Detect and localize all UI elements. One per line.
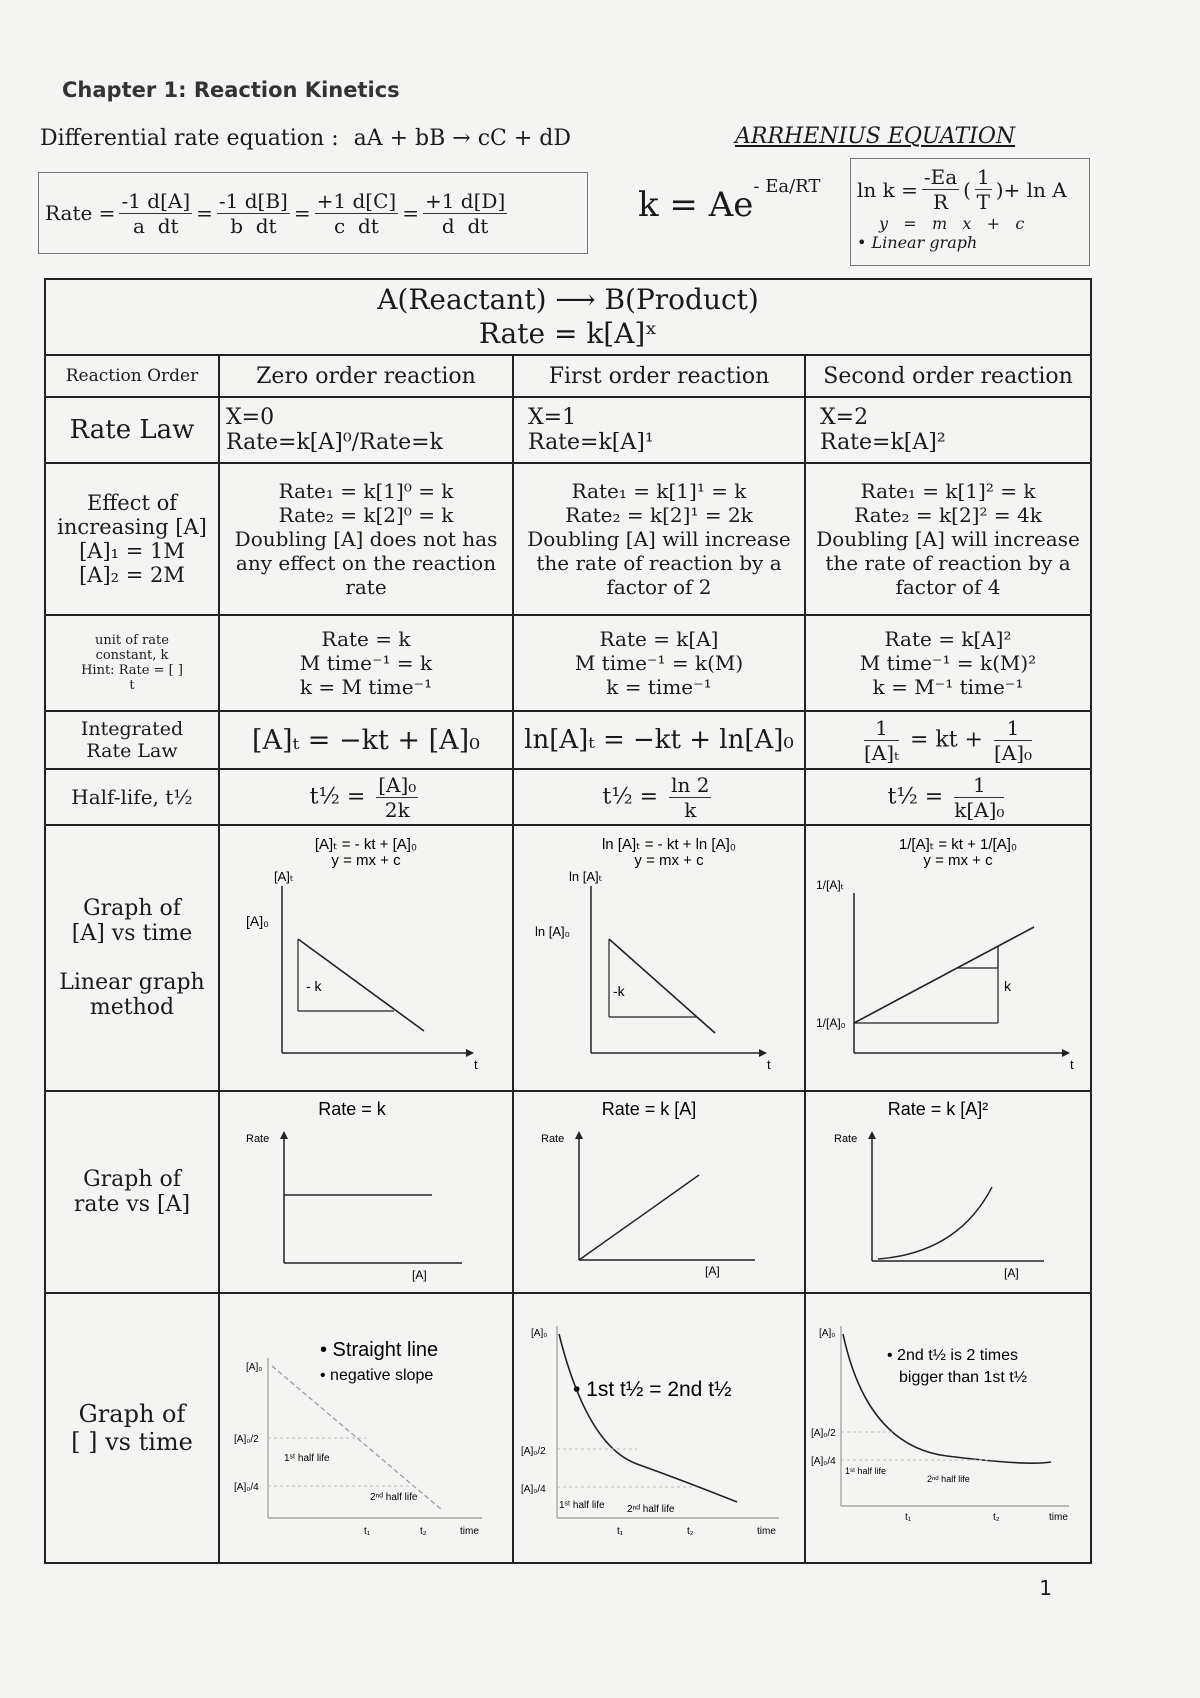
- half-first-xaxis: time: [757, 1526, 776, 1537]
- half-plot-zero: [224, 1296, 508, 1556]
- half-plot-second: [807, 1296, 1091, 1556]
- rate-second-title: Rate = k [A]²: [887, 1099, 989, 1119]
- linear-second-y: y = mx + c: [923, 852, 993, 869]
- linear-first-slope: -k: [613, 983, 625, 999]
- linear-second-xaxis: t: [1070, 1057, 1074, 1072]
- rate-law-first: X=1 Rate=k[A]¹: [513, 397, 805, 463]
- rate-zero-y-arrowhead: [280, 1131, 288, 1139]
- half-second-t1: t₁: [905, 1512, 912, 1523]
- linear-first-eq: ln [A]ₜ = - kt + ln [A]₀: [601, 836, 737, 853]
- rate-second-xaxis: [A]: [1004, 1266, 1019, 1280]
- rate-expression-box: Rate = $\frac{-1 d[A]}{\text{a dt}}$ = $\frac{-1 d[B]}{\text{b dt}}$ = $\frac{+1 d[C]}{\text{c dt}}$ = $\frac{+1 d[D]}{\text{d dt}}$: [38, 172, 588, 254]
- half-second-y2: [A]₀/4: [811, 1456, 836, 1467]
- linear-plot-first: [519, 831, 799, 1081]
- col-first-order: First order reaction: [513, 355, 805, 397]
- integrated-zero: [A]ₜ = −kt + [A]₀: [219, 711, 513, 769]
- rate-graph-second: [805, 1091, 1091, 1293]
- arrhenius-equation: $k = Ae^{- Ea/RT}$: [638, 175, 821, 225]
- half-first-note: • 1st t½ = 2nd t½: [573, 1378, 732, 1401]
- arrhenius-note: • Linear graph: [857, 233, 978, 252]
- half-second-t2: t₂: [993, 1512, 1000, 1523]
- integrated-second: $\frac{1}{\text{[A]ₜ}}$ = kt + $\frac{1}{\text{[A]₀}}$: [805, 711, 1091, 769]
- unit-zero: Rate = k M time⁻¹ = k k = M time⁻¹: [219, 615, 513, 711]
- rate-first-line: [579, 1175, 699, 1260]
- half-zero-h2: 2ⁿᵈ half life: [370, 1492, 418, 1503]
- col-zero-order: Zero order reaction: [219, 355, 513, 397]
- linear-plot-second: [808, 831, 1088, 1081]
- linear-zero-yaxis: [A]ₜ: [274, 869, 294, 884]
- half-zero-y2: [A]₀/4: [234, 1482, 259, 1493]
- row-label-half-graph: Graph of [ ] vs time: [45, 1293, 219, 1563]
- rate-zero-xaxis: [A]: [412, 1268, 427, 1282]
- half-zero-y0: [A]₀: [246, 1362, 263, 1373]
- row-label-unit: unit of rate constant, k Hint: Rate = [ ] t: [45, 615, 219, 711]
- effect-second: Rate₁ = k[1]² = k Rate₂ = k[2]² = 4k Doubling [A] will increase the rate of reaction by a factor of 4: [805, 463, 1091, 615]
- integrated-first: ln[A]ₜ = −kt + ln[A]₀: [513, 711, 805, 769]
- table-header: A(Reactant) ⟶ B(Product) Rate = k[A]ˣ: [45, 279, 1091, 355]
- row-label-half-life: Half-life, t½: [45, 769, 219, 825]
- linear-zero-x-arrowhead: [466, 1049, 474, 1057]
- col-reaction-order: Reaction Order: [45, 355, 219, 397]
- col-second-order: Second order reaction: [805, 355, 1091, 397]
- half-first-curve: [559, 1334, 737, 1502]
- half-life-second: t½ = $\frac{1}{\text{k[A]₀}}$: [805, 769, 1091, 825]
- half-first-t2: t₂: [687, 1526, 694, 1537]
- effect-zero: Rate₁ = k[1]⁰ = k Rate₂ = k[2]⁰ = k Doubling [A] does not has any effect on the reaction rate: [219, 463, 513, 615]
- linear-second-yaxis: 1/[A]ₜ: [816, 878, 845, 892]
- rate-term-d: $\frac{+1 d[D]}{\text{d dt}}$: [424, 188, 506, 238]
- rate-first-y-arrowhead: [575, 1131, 583, 1139]
- half-zero-y1: [A]₀/2: [234, 1434, 259, 1445]
- half-zero-t1: t₁: [364, 1526, 371, 1537]
- arrhenius-y-mx-c: y = m x + c: [879, 214, 1025, 233]
- linear-zero-eq: [A]ₜ = - kt + [A]₀: [314, 836, 418, 853]
- half-zero-h1: 1ˢᵗ half life: [284, 1453, 330, 1464]
- linear-first-line: [609, 939, 715, 1033]
- linear-zero-y0: [A]₀: [246, 913, 269, 929]
- arrhenius-title: ARRHENIUS EQUATION: [735, 124, 1016, 149]
- linear-zero-slope: - k: [306, 978, 322, 994]
- effect-first: Rate₁ = k[1]¹ = k Rate₂ = k[2]¹ = 2k Doubling [A] will increase the rate of reaction by a factor of 2: [513, 463, 805, 615]
- linear-plot-zero: [226, 831, 506, 1081]
- row-label-integrated: Integrated Rate Law: [45, 711, 219, 769]
- half-life-zero: t½ = $\frac{\text{[A]₀}}{2k}$: [219, 769, 513, 825]
- linear-graph-zero: [219, 825, 513, 1091]
- rate-second-yaxis: Rate: [834, 1133, 858, 1145]
- kinetics-table: [44, 278, 1092, 1564]
- half-zero-t2: t₂: [420, 1526, 427, 1537]
- half-graph-zero: [219, 1293, 513, 1563]
- rate-term-a: $\frac{-1 d[A]}{\text{a dt}}$: [121, 188, 191, 238]
- rate-second-y-arrowhead: [868, 1131, 876, 1139]
- rate-graph-first: [513, 1091, 805, 1293]
- rate-plot-second: [808, 1095, 1088, 1285]
- half-first-y1: [A]₀/2: [521, 1446, 546, 1457]
- rate-first-yaxis: Rate: [541, 1133, 565, 1145]
- linear-second-x-arrowhead: [1062, 1049, 1070, 1057]
- general-reaction: aA + bB → cC + dD: [353, 126, 572, 151]
- half-second-h1: 1ˢᵗ half life: [845, 1466, 887, 1476]
- rate-second-curve: [878, 1187, 992, 1259]
- half-graph-second: [805, 1293, 1091, 1563]
- half-first-h2: 2ⁿᵈ half life: [627, 1504, 675, 1515]
- linear-first-y0: ln [A]₀: [535, 924, 571, 939]
- half-second-y0: [A]₀: [819, 1328, 836, 1339]
- unit-first: Rate = k[A] M time⁻¹ = k(M) k = time⁻¹: [513, 615, 805, 711]
- half-first-t1: t₁: [617, 1526, 624, 1537]
- half-zero-note-1: • Straight line: [320, 1339, 439, 1361]
- rate-law-second: X=2 Rate=k[A]²: [805, 397, 1091, 463]
- rate-term-c: $\frac{+1 d[C]}{\text{c dt}}$: [316, 188, 397, 238]
- half-second-note-1: • 2nd t½ is 2 times: [887, 1347, 1018, 1364]
- half-first-h1: 1ˢᵗ half life: [559, 1500, 605, 1511]
- row-label-linear-graph: Graph of [A] vs time Linear graph method: [45, 825, 219, 1091]
- arrhenius-log-box: ln k = $\frac{-Ea}{R}$ ( $\frac{1}{T}$ ) + ln A y = m x + c • Linear graph: [850, 158, 1090, 266]
- linear-second-line: [854, 927, 1034, 1023]
- half-life-first: t½ = $\frac{\ln 2}{k}$: [513, 769, 805, 825]
- differential-label: Differential rate equation :: [40, 126, 339, 151]
- half-first-y2: [A]₀/4: [521, 1484, 546, 1495]
- rate-graph-zero: [219, 1091, 513, 1293]
- rate-first-title: Rate = k [A]: [601, 1099, 697, 1119]
- half-second-h2: 2ⁿᵈ half life: [927, 1474, 970, 1484]
- page-number: 1: [1039, 1576, 1052, 1600]
- half-zero-note-2: • negative slope: [320, 1367, 434, 1384]
- rate-zero-title: Rate = k: [318, 1099, 386, 1119]
- linear-first-yaxis: ln [A]ₜ: [569, 869, 603, 884]
- linear-zero-xaxis: t: [474, 1057, 478, 1072]
- rate-plot-first: [519, 1095, 799, 1285]
- linear-first-xaxis: t: [767, 1057, 771, 1072]
- half-second-xaxis: time: [1049, 1512, 1068, 1523]
- linear-graph-first: [513, 825, 805, 1091]
- row-label-rate-graph: Graph of rate vs [A]: [45, 1091, 219, 1293]
- linear-graph-second: [805, 825, 1091, 1091]
- linear-first-y: y = mx + c: [634, 852, 704, 869]
- rate-plot-zero: [226, 1095, 506, 1285]
- linear-second-slope: k: [1004, 978, 1012, 994]
- row-label-rate-law: Rate Law: [45, 397, 219, 463]
- linear-first-x-arrowhead: [759, 1049, 767, 1057]
- half-second-y1: [A]₀/2: [811, 1428, 836, 1439]
- half-zero-xaxis: time: [460, 1526, 479, 1537]
- rate-first-xaxis: [A]: [705, 1264, 720, 1278]
- half-second-note-2: bigger than 1st t½: [899, 1369, 1028, 1386]
- half-plot-first: [517, 1296, 801, 1556]
- rate-term-b: $\frac{-1 d[B]}{\text{b dt}}$: [218, 188, 288, 238]
- half-graph-first: [513, 1293, 805, 1563]
- rate-law-zero: X=0 Rate=k[A]⁰/Rate=k: [219, 397, 513, 463]
- row-label-effect: Effect of increasing [A] [A]₁ = 1M [A]₂ = 2M: [45, 463, 219, 615]
- rate-zero-yaxis: Rate: [246, 1133, 270, 1145]
- linear-second-y0: 1/[A]₀: [816, 1016, 846, 1030]
- linear-zero-y: y = mx + c: [331, 852, 401, 869]
- differential-equation-line: [40, 126, 571, 151]
- linear-second-eq: 1/[A]ₜ = kt + 1/[A]₀: [898, 836, 1018, 853]
- unit-second: Rate = k[A]² M time⁻¹ = k(M)² k = M⁻¹ time⁻¹: [805, 615, 1091, 711]
- rate-label: Rate =: [45, 201, 116, 225]
- half-zero-line: [272, 1366, 442, 1510]
- page-title: Chapter 1: Reaction Kinetics: [62, 78, 400, 102]
- half-first-y0: [A]₀: [531, 1328, 548, 1339]
